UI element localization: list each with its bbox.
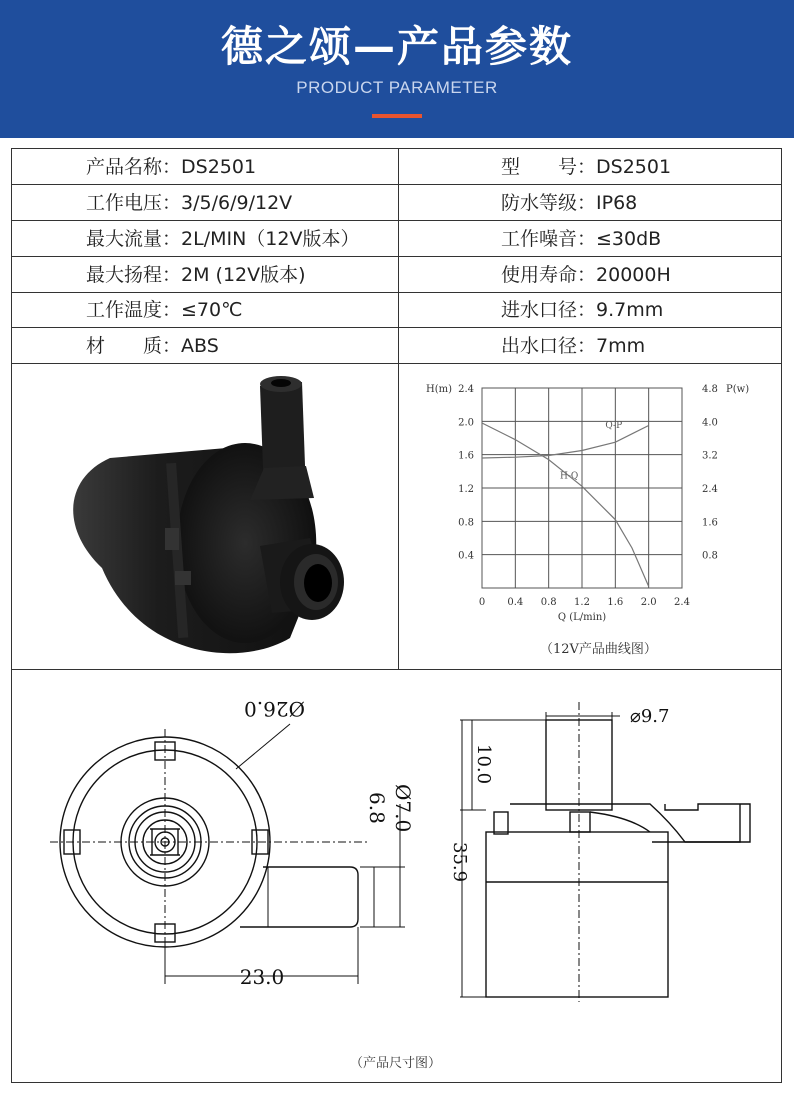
spec-value: 3/5/6/9/12V	[181, 192, 293, 214]
chart-caption: （12V产品曲线图）	[540, 642, 657, 657]
spec-row	[86, 292, 242, 328]
dim-10: 10.0	[473, 744, 494, 785]
y-left-tick-label: 1.2	[458, 484, 474, 495]
y-right-tick-label: 4.8	[702, 384, 718, 395]
spec-label: 产品名称：	[86, 156, 182, 178]
spec-row	[501, 328, 645, 364]
table-column-divider	[398, 148, 399, 669]
spec-row	[501, 257, 671, 293]
spec-label: 最大流量：	[86, 228, 182, 250]
x-tick-label: 0.4	[507, 597, 524, 608]
y-right-tick-label: 3.2	[702, 450, 718, 462]
dim-26: Ø26.0	[244, 697, 305, 721]
x-tick-label: 2.0	[640, 597, 657, 608]
x-tick-label: 1.6	[607, 597, 624, 608]
y-right-tick-label: 1.6	[702, 517, 718, 529]
y-left-tick-label: 2.4	[458, 384, 474, 395]
spec-label: 使用寿命：	[501, 264, 597, 286]
spec-row	[86, 328, 219, 364]
spec-label: 进水口径：	[501, 299, 597, 321]
page-title: 德之颂—产品参数	[220, 22, 573, 71]
header-banner	[0, 0, 794, 138]
dim-6-8: 6.8	[365, 792, 389, 824]
side-view-drawing	[440, 692, 760, 1012]
spec-row	[501, 292, 663, 328]
spec-value: ≤70℃	[181, 299, 243, 321]
spec-label: 防水等级：	[501, 192, 597, 214]
y-right-tick-label: 0.8	[702, 550, 718, 562]
series-line-q-p	[482, 426, 649, 459]
x-tick-label: 0	[478, 597, 486, 608]
drawing-caption: （产品尺寸图）	[350, 1056, 442, 1071]
spec-row	[501, 185, 637, 221]
spec-row	[86, 257, 306, 293]
spec-value: ≤30dB	[596, 228, 662, 250]
x-tick-label: 0.8	[540, 597, 557, 608]
spec-row	[86, 185, 292, 221]
spec-value: 9.7mm	[596, 299, 664, 321]
spec-value: IP68	[596, 192, 638, 214]
y-left-tick-label: 0.8	[458, 517, 474, 529]
spec-value: DS2501	[181, 156, 257, 178]
y-left-tick-label: 2.0	[458, 417, 474, 429]
spec-value: 7mm	[596, 335, 646, 357]
series-line-h-q	[482, 423, 649, 586]
table-divider	[11, 669, 782, 670]
spec-row	[501, 149, 671, 185]
y-right-tick-label: 2.4	[702, 484, 718, 495]
spec-value: DS2501	[596, 156, 672, 178]
spec-value: 2M (12V版本)	[181, 264, 306, 286]
spec-label: 出水口径：	[501, 335, 597, 357]
dim-35-9: 35.9	[449, 842, 470, 883]
spec-label: 工作温度：	[86, 299, 182, 321]
performance-chart	[402, 366, 780, 666]
spec-row	[86, 221, 359, 257]
dim-23: 23.0	[239, 965, 285, 989]
spec-label: 工作噪音：	[501, 228, 597, 250]
dim-7: Ø7.0	[391, 784, 415, 833]
front-view-drawing	[30, 684, 430, 1004]
spec-label: 材 质：	[86, 335, 182, 357]
y-left-tick-label: 0.4	[458, 550, 474, 562]
spec-label: 最大扬程：	[86, 264, 182, 286]
spec-label: 工作电压：	[86, 192, 182, 214]
y-left-axis-label: H(m)	[426, 384, 453, 395]
y-right-axis-label: P(w)	[726, 384, 750, 395]
series-label: Q-P	[605, 421, 623, 432]
chart-plot-area	[426, 384, 749, 623]
page-subtitle: PRODUCT PARAMETER	[296, 78, 498, 97]
series-label: H-Q	[560, 471, 579, 482]
spec-value: 2L/MIN（12V版本）	[181, 228, 360, 250]
pump-product-image	[40, 368, 380, 664]
y-right-tick-label: 4.0	[702, 417, 718, 429]
y-left-tick-label: 1.6	[458, 450, 474, 462]
spec-row	[501, 221, 661, 257]
x-tick-label: 1.2	[574, 597, 590, 608]
spec-row	[86, 149, 256, 185]
x-axis-label: Q (L/min)	[557, 612, 607, 623]
x-tick-label: 2.4	[674, 597, 690, 608]
spec-label: 型 号：	[501, 156, 597, 178]
dim-9-7: ⌀9.7	[630, 706, 670, 727]
spec-value: ABS	[181, 335, 219, 357]
title-accent-bar	[372, 114, 422, 118]
spec-value: 20000H	[596, 264, 671, 286]
